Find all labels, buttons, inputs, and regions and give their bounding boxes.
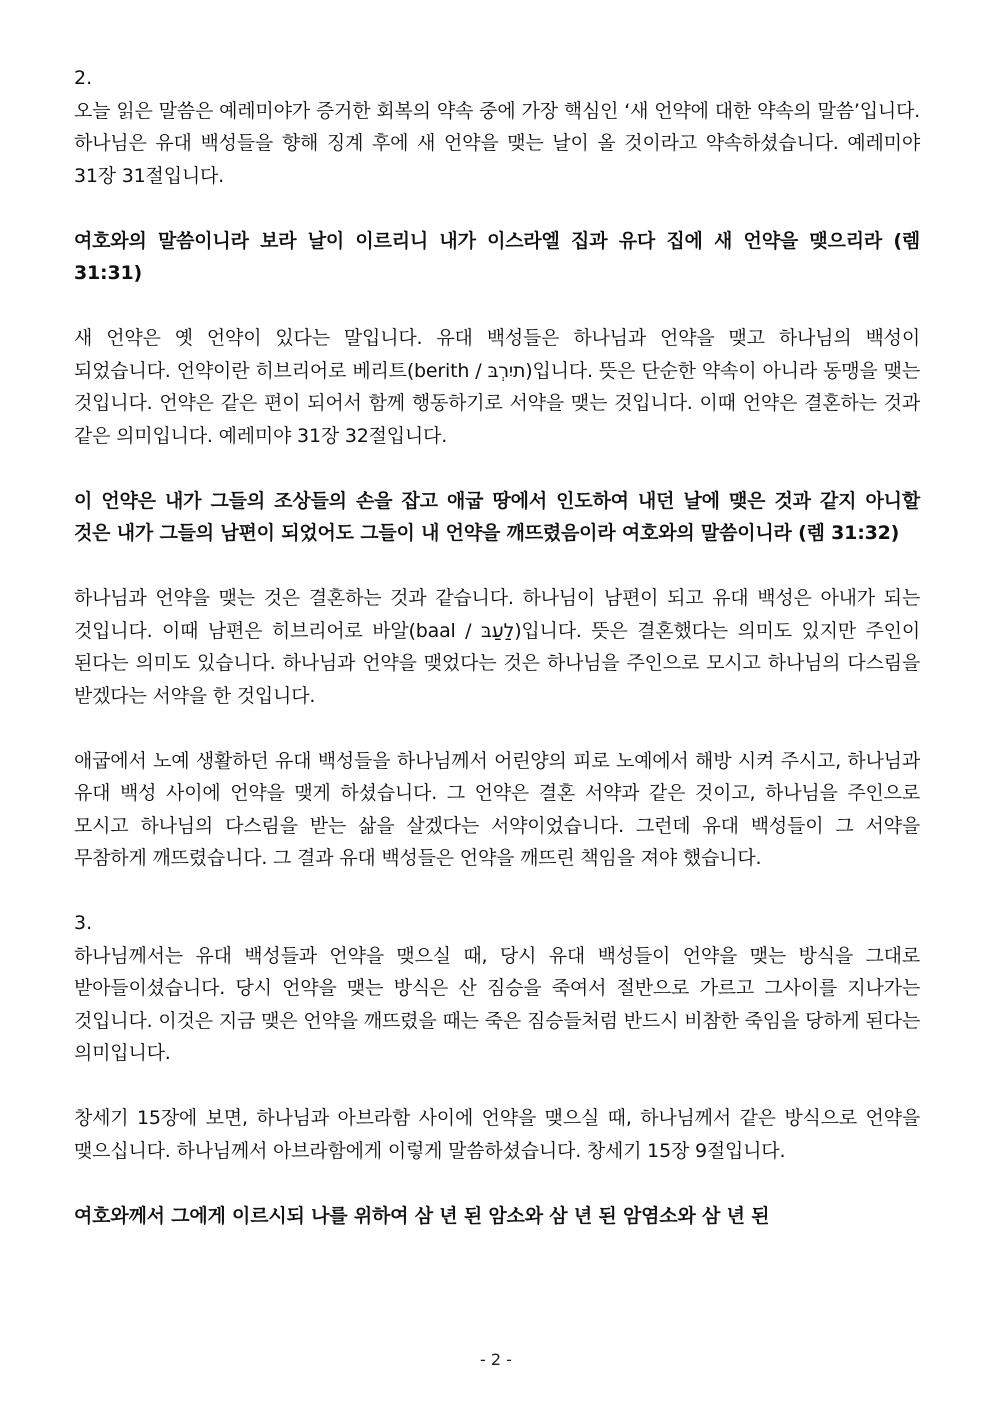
paragraph: 하나님과 언약을 맺는 것은 결혼하는 것과 같습니다. 하나님이 남편이 되고 유대 백성은 아내가 되는 것입니다. 이때 남편은 히브리어로 바알(baal / לַעַבּ)입니다. 뜻은 결혼했다는 의미도 있지만 주인이 된다는 의미도 있습니다. 하나님과 언약을 맺었다는 것은 하나님을 주인으로 모시고 하나님의 다스림을 받겠다는 서약을 한 것입니다. xyxy=(74,587,920,707)
paragraph: 애굽에서 노예 생활하던 유대 백성들을 하나님께서 어린양의 피로 노예에서 해방 시켜 주시고, 하나님과 유대 백성 사이에 언약을 맺게 하셨습니다. 그 언약은 결혼 서약과 같은 것이고, 하나님을 주인으로 모시고 하나님의 다스림을 받는 삶을 살겠다는 서약이었습니다. 그런데 유대 백성들이 그 서약을 무참하게 깨뜨렸습니다. 그 결과 유대 백성들은 언약을 깨뜨린 책임을 져야 했습니다. xyxy=(74,749,920,869)
paragraph: 하나님께서는 유대 백성들과 언약을 맺으실 때, 당시 유대 백성들이 언약을 맺는 방식을 그대로 받아들이셨습니다. 당시 언약을 맺는 방식은 산 짐승을 죽여서 절반으로 가르고 그사이를 지나가는 것입니다. 이것은 지금 맺은 언약을 깨뜨렸을 때는 죽은 짐승들처럼 반드시 비참한 죽임을 당하게 된다는 의미입니다. xyxy=(74,944,920,1064)
page-number: - 2 - xyxy=(480,1350,512,1369)
paragraph-gap xyxy=(74,192,920,225)
paragraph: 창세기 15장에 보면, 하나님과 아브라함 사이에 언약을 맺으실 때, 하나님께서 같은 방식으로 언약을 맺으십니다. 하나님께서 아브라함에게 이렇게 말씀하셨습니다. 창세기 15장 9절입니다. xyxy=(74,1107,920,1162)
paragraph-gap xyxy=(74,452,920,485)
paragraph-gap xyxy=(74,290,920,323)
paragraph-gap xyxy=(74,550,920,583)
paragraph-gap xyxy=(74,1167,920,1200)
section-number: 3. xyxy=(74,912,93,934)
scripture-verse: 여호와께서 그에게 이르시되 나를 위하여 삼 년 된 암소와 삼 년 된 암염소와 삼 년 된 xyxy=(74,1204,770,1227)
paragraph: 새 언약은 옛 언약이 있다는 말입니다. 유대 백성들은 하나님과 언약을 맺고 하나님의 백성이 되었습니다. 언약이란 히브리어로 베리트(berith / תיִרְבּ)입니다. 뜻은 단순한 약속이 아니라 동맹을 맺는 것입니다. 언약은 같은 편이 되어서 함께 행동하기로 서약을 맺는 것입니다. 이때 언약은 결혼하는 것과 같은 의미입니다. 예레미야 31장 32절입니다. xyxy=(74,327,920,447)
paragraph: 오늘 읽은 말씀은 예레미야가 증거한 회복의 약속 중에 가장 핵심인 ‘새 언약에 대한 약속의 말씀’입니다. 하나님은 유대 백성들을 향해 징계 후에 새 언약을 맺는 날이 올 것이라고 약속하셨습니다. 예레미야 31장 31절입니다. xyxy=(74,99,920,187)
section-number: 2. xyxy=(74,67,93,89)
scripture-verse: 이 언약은 내가 그들의 조상들의 손을 잡고 애굽 땅에서 인도하여 내던 날에 맺은 것과 같지 아니할 것은 내가 그들의 남편이 되었어도 그들이 내 언약을 깨뜨렸음이라 여호와의 말씀이니라 (렘 31:32) xyxy=(74,489,920,544)
paragraph-gap xyxy=(74,1070,920,1103)
scripture-verse: 여호와의 말씀이니라 보라 날이 이르리니 내가 이스라엘 집과 유다 집에 새 언약을 맺으리라 (렘 31:31) xyxy=(74,229,920,284)
document-body xyxy=(74,62,920,1232)
paragraph-gap xyxy=(74,875,920,908)
paragraph-gap xyxy=(74,712,920,745)
